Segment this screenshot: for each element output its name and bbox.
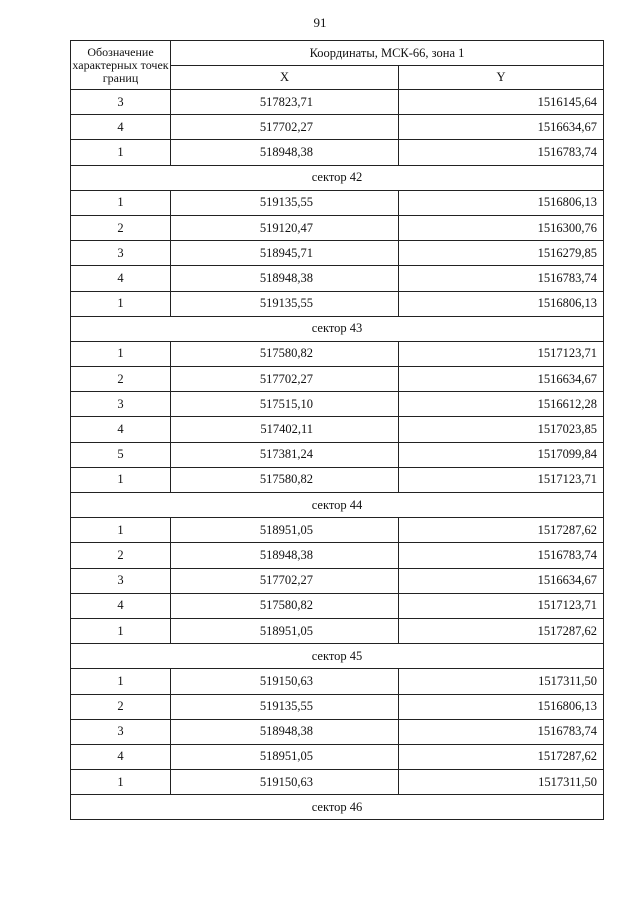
y-cell: 1517311,50 <box>399 669 604 694</box>
point-cell: 4 <box>71 744 171 769</box>
x-cell: 518948,38 <box>171 719 399 744</box>
point-cell: 2 <box>71 215 171 240</box>
x-cell: 519135,55 <box>171 291 399 316</box>
y-cell: 1516145,64 <box>399 90 604 115</box>
x-cell: 517580,82 <box>171 467 399 492</box>
y-cell: 1516634,67 <box>399 568 604 593</box>
x-cell: 519150,63 <box>171 770 399 795</box>
sector-label: сектор 46 <box>71 795 604 820</box>
table-row <box>71 291 604 316</box>
table-row <box>71 140 604 165</box>
x-cell: 517402,11 <box>171 417 399 442</box>
point-cell: 1 <box>71 341 171 366</box>
table-row <box>71 770 604 795</box>
x-cell: 519150,63 <box>171 669 399 694</box>
table-row <box>71 744 604 769</box>
y-column-header: Y <box>399 66 604 90</box>
sector-label: сектор 42 <box>71 165 604 190</box>
x-cell: 517515,10 <box>171 392 399 417</box>
point-cell: 3 <box>71 90 171 115</box>
y-cell: 1516806,13 <box>399 190 604 215</box>
point-cell: 1 <box>71 291 171 316</box>
table-row <box>71 215 604 240</box>
point-cell: 1 <box>71 518 171 543</box>
point-cell: 1 <box>71 770 171 795</box>
x-cell: 519120,47 <box>171 215 399 240</box>
y-cell: 1516806,13 <box>399 291 604 316</box>
table-row <box>71 90 604 115</box>
table-row <box>71 241 604 266</box>
x-cell: 518948,38 <box>171 543 399 568</box>
y-cell: 1516634,67 <box>399 115 604 140</box>
y-cell: 1517287,62 <box>399 518 604 543</box>
x-cell: 518951,05 <box>171 618 399 643</box>
table-row <box>71 669 604 694</box>
y-cell: 1516783,74 <box>399 140 604 165</box>
point-cell: 4 <box>71 417 171 442</box>
y-cell: 1516806,13 <box>399 694 604 719</box>
x-column-header: X <box>171 66 399 90</box>
sector-label: сектор 44 <box>71 493 604 518</box>
point-cell: 4 <box>71 266 171 291</box>
point-column-header: Обозначение характерных точек границ <box>71 41 171 90</box>
table-row <box>71 694 604 719</box>
y-cell: 1517123,71 <box>399 341 604 366</box>
point-cell: 3 <box>71 719 171 744</box>
sector-row <box>71 644 604 669</box>
point-cell: 3 <box>71 392 171 417</box>
sector-row <box>71 795 604 820</box>
x-cell: 518948,38 <box>171 140 399 165</box>
y-cell: 1516612,28 <box>399 392 604 417</box>
y-cell: 1517123,71 <box>399 593 604 618</box>
table-row <box>71 543 604 568</box>
point-cell: 3 <box>71 568 171 593</box>
y-cell: 1517023,85 <box>399 417 604 442</box>
page-number: 91 <box>313 15 327 30</box>
y-cell: 1516634,67 <box>399 367 604 392</box>
x-cell: 517823,71 <box>171 90 399 115</box>
y-cell: 1516300,76 <box>399 215 604 240</box>
table-row <box>71 190 604 215</box>
x-cell: 518951,05 <box>171 744 399 769</box>
sector-label: сектор 43 <box>71 316 604 341</box>
y-cell: 1516783,74 <box>399 719 604 744</box>
x-cell: 517702,27 <box>171 568 399 593</box>
sector-label: сектор 45 <box>71 644 604 669</box>
y-cell: 1517287,62 <box>399 744 604 769</box>
table-row <box>71 568 604 593</box>
point-cell: 1 <box>71 140 171 165</box>
table-header <box>71 41 604 90</box>
table-row <box>71 593 604 618</box>
point-cell: 1 <box>71 467 171 492</box>
coordinates-table <box>70 40 604 820</box>
x-cell: 518948,38 <box>171 266 399 291</box>
table-row <box>71 115 604 140</box>
point-cell: 2 <box>71 543 171 568</box>
point-cell: 2 <box>71 694 171 719</box>
point-cell: 1 <box>71 618 171 643</box>
y-cell: 1517311,50 <box>399 770 604 795</box>
sector-row <box>71 316 604 341</box>
x-cell: 517580,82 <box>171 593 399 618</box>
point-cell: 1 <box>71 669 171 694</box>
table-row <box>71 417 604 442</box>
x-cell: 518951,05 <box>171 518 399 543</box>
x-cell: 518945,71 <box>171 241 399 266</box>
coordinates-title-header: Координаты, МСК-66, зона 1 <box>171 41 604 66</box>
y-cell: 1517287,62 <box>399 618 604 643</box>
x-cell: 517381,24 <box>171 442 399 467</box>
table-row <box>71 367 604 392</box>
table-row <box>71 442 604 467</box>
x-cell: 517580,82 <box>171 341 399 366</box>
table-row <box>71 467 604 492</box>
table-row <box>71 392 604 417</box>
table-row <box>71 618 604 643</box>
y-cell: 1517123,71 <box>399 467 604 492</box>
y-cell: 1516783,74 <box>399 543 604 568</box>
point-cell: 1 <box>71 190 171 215</box>
y-cell: 1516279,85 <box>399 241 604 266</box>
point-cell: 2 <box>71 367 171 392</box>
table-row <box>71 266 604 291</box>
x-cell: 517702,27 <box>171 115 399 140</box>
x-cell: 519135,55 <box>171 694 399 719</box>
x-cell: 517702,27 <box>171 367 399 392</box>
x-cell: 519135,55 <box>171 190 399 215</box>
point-cell: 5 <box>71 442 171 467</box>
table-row <box>71 719 604 744</box>
sector-row <box>71 493 604 518</box>
sector-row <box>71 165 604 190</box>
point-cell: 4 <box>71 593 171 618</box>
table-row <box>71 341 604 366</box>
point-cell: 4 <box>71 115 171 140</box>
table-body <box>71 90 604 820</box>
y-cell: 1517099,84 <box>399 442 604 467</box>
y-cell: 1516783,74 <box>399 266 604 291</box>
point-cell: 3 <box>71 241 171 266</box>
table-row <box>71 518 604 543</box>
